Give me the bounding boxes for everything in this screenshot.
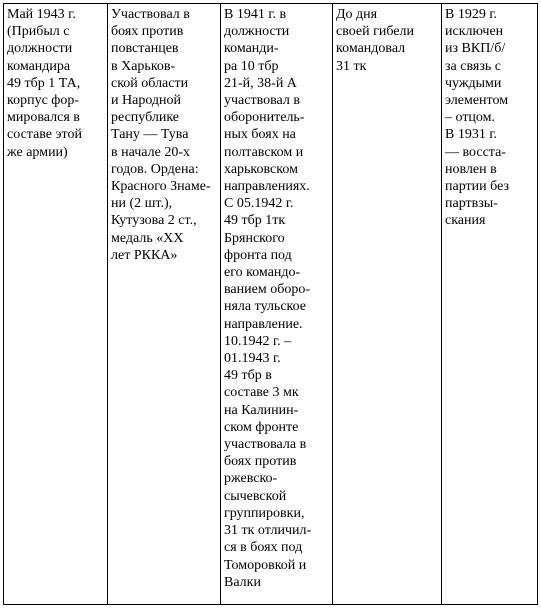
cell-command-end: До дня своей гибели командовал 31 тк	[333, 4, 442, 605]
cell-party-notes: В 1929 г. исключен из ВКП/б/ за связь с чуждыми элементом – отцом. В 1931 г. — восста- новлен в партии без партвзы- скания	[442, 4, 538, 605]
cell-combat-history: В 1941 г. в должности команди- ра 10 тбр 21-й, 38-й А участвовал в оборонитель- ных боях на полтавском и харьковском направлениях. С 05.1942 г. 49 тбр 1тк Брянского фронта под его командо- ванием оборо- няла тульское направление. 10.1942 г. – 01.1943 г. 49 тбр в составе 3 мк на Калинин- ском фронте участвовала в боях против ржевско- сычевской группировки, 31 тк отличил- ся в боях под Томоровкой и Валки	[221, 4, 333, 605]
table-row	[4, 4, 538, 605]
cell-date-arrival: Май 1943 г. (Прибыл с должности командира 49 тбр 1 ТА, корпус фор- мировался в составе этой же армии)	[4, 4, 108, 605]
cell-service-awards: Участвовал в боях против повстанцев в Харьков- ской области и Народной республике Тану — Тува в начале 20-х годов. Ордена: Красного Знаме- ни (2 шт.), Кутузова 2 ст., медаль «XX лет РККА»	[108, 4, 221, 605]
document-table	[3, 3, 538, 605]
